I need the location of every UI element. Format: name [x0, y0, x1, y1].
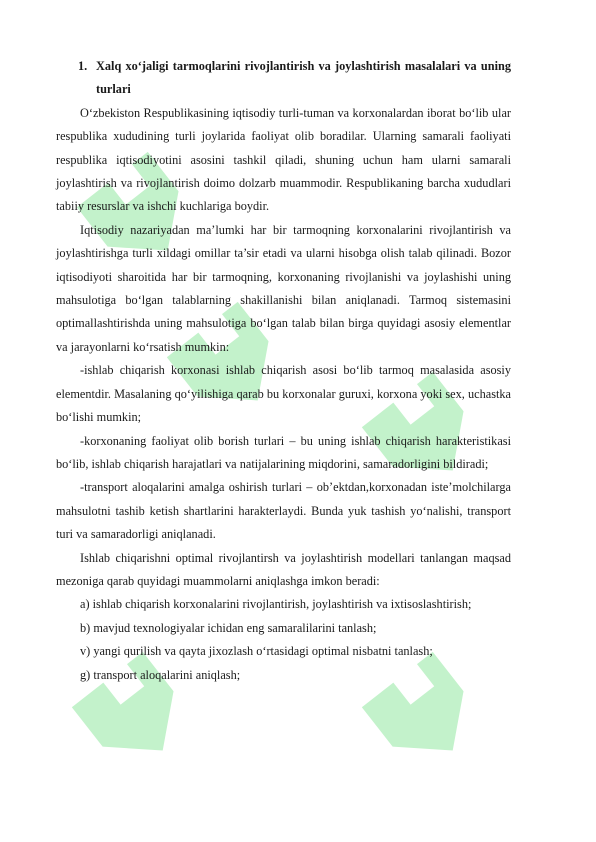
paragraph: Ishlab chiqarishni optimal rivojlantirsh va joylashtirish modellari tanlangan maqsad mezoniga qarab quyidagi muammolarni aniqlashga imkon beradi: — [56, 550, 511, 588]
section-heading — [78, 55, 511, 102]
paragraph: -transport aloqalarini amalga oshirish turlari – ob’ektdan,korxonadan iste’molchilarga mahsulotni tashib ketish shartlarini harakterlaydi. Bunda yuk tashish yo‘nalishi, transport turi va samaradorligi aniqlanadi. — [56, 480, 511, 542]
paragraph: a) ishlab chiqarish korxonalarini rivojlantirish, joylashtirish va ixtisoslashtirish; — [80, 597, 472, 612]
heading-text: Xalq xo‘jaligi tarmoqlarini rivojlantirish va joylashtirish masalalari va uning turlari — [96, 59, 511, 97]
paragraph: Iqtisodiy nazariyadan ma’lumki har bir tarmoqning korxonalarini rivojlantirish va joylashtirishga turli xildagi omillar ta’sir etadi va ularni hisobga olish talab qilinadi. Bozor iqtisodiyoti sharoitida har bir tarmoqning, korxonaning rivojlanishi va joylashishi uning mahsulotiga bo‘lgan talablarning shakillanishi bilan aniqlanadi. Tarmoq sistemasini optimallashtirishda uning mahsulotiga bo‘lgan talab bilan birga quyidagi asosiy elementlar va jarayonlarni ko‘rsatish mumkin: — [56, 222, 511, 354]
document-body — [56, 55, 511, 687]
paragraph: g) transport aloqalarini aniqlash; — [80, 667, 241, 682]
paragraph: -korxonaning faoliyat olib borish turlari – bu uning ishlab chiqarish harakteristikasi bo‘lib, ishlab chiqarish harajatlari va natijalarining miqdorini, samaradorligini bildiradi; — [56, 433, 511, 471]
paragraph: -ishlab chiqarish korxonasi ishlab chiqarish asosi bo‘lib tarmoq masalasida asosiy elementdir. Masalaning qo‘yilishiga qarab bu korxonalar guruxi, korxona yoki sex, uchastka bo‘lishi mumkin; — [56, 363, 511, 425]
heading-number: 1. — [78, 59, 88, 73]
paragraph: O‘zbekiston Respublikasining iqtisodiy turli-tuman va korxonalardan iborat bo‘lib ular respublika xududining turli joylarida faoliyat olib boradilar. Ularning samarali faoliyati respublika iqtisodiyotini asosini tashkil qiladi, shuning uchun ham ularni samarali joylashtirish va rivojlantirish doimo dolzarb muammodir. Respublikaning barcha xududlari tabiiy resurslar va ishchi kuchlariga boydir. — [56, 105, 511, 214]
paragraph: v) yangi qurilish va qayta jixozlash o‘rtasidagi optimal nisbatni tanlash; — [80, 644, 433, 659]
paragraph: b) mavjud texnologiyalar ichidan eng samaralilarini tanlash; — [80, 620, 377, 635]
